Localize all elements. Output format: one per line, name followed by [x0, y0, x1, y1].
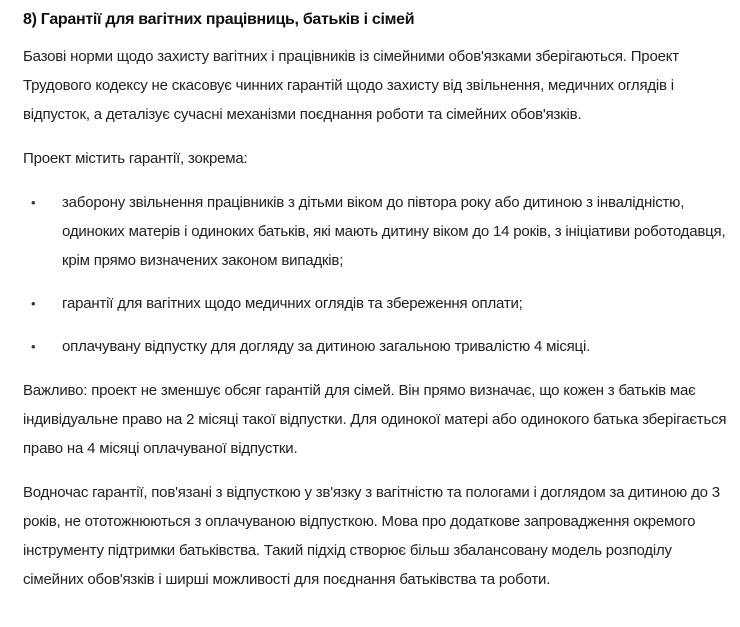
list-item-text: заборону звільнення працівників з дітьми віком до півтора року або дитиною з інвалідністю, одиноких матерів і одиноких батьків, які мають дитину віком до 14 років, з ініціативи роботодавця, крім прямо визначених законом випадків;	[62, 194, 726, 269]
closing-paragraph: Водночас гарантії, пов'язані з відпусткою у зв'язку з вагітністю та пологами і доглядом за дитиною до 3 років, не ототожнюються з оплачуваною відпусткою. Мова про додаткове запровадження окремого інструменту підтримки батьківства. Такий підхід створює більш збалансовану модель розподілу сімейних обов'язків і ширші можливості для поєднання батьківства та роботи.	[23, 484, 720, 588]
intro-paragraph: Базові норми щодо захисту вагітних і працівників із сімейними обов'язками зберігаються. Проект Трудового кодексу не скасовує чинних гарантій щодо захисту від звільнення, медичних оглядів і відпусток, а деталізує сучасні механізми поєднання роботи та сімейних обов'язків.	[23, 48, 679, 123]
important-paragraph: Важливо: проект не зменшує обсяг гарантій для сімей. Він прямо визначає, що кожен з батьків має індивідуальне право на 2 місяці такої відпустки. Для одинокої матері або одинокого батька зберігається право на 4 місяці оплачуваної відпустки.	[23, 382, 727, 457]
list-item	[23, 188, 735, 275]
list-item-text: гарантії для вагітних щодо медичних оглядів та збереження оплати;	[62, 295, 523, 312]
section-heading: 8) Гарантії для вагітних працівниць, батьків і сімей	[23, 11, 415, 28]
list-item-text: оплачувану відпустку для догляду за дитиною загальною тривалістю 4 місяці.	[62, 338, 591, 355]
bullet-icon: •	[31, 296, 36, 311]
list-intro-paragraph: Проект містить гарантії, зокрема:	[23, 150, 248, 167]
list-item	[23, 332, 735, 361]
bullet-icon: •	[31, 339, 36, 354]
guarantees-list	[23, 188, 735, 361]
bullet-icon: •	[31, 195, 36, 210]
list-item	[23, 289, 735, 318]
